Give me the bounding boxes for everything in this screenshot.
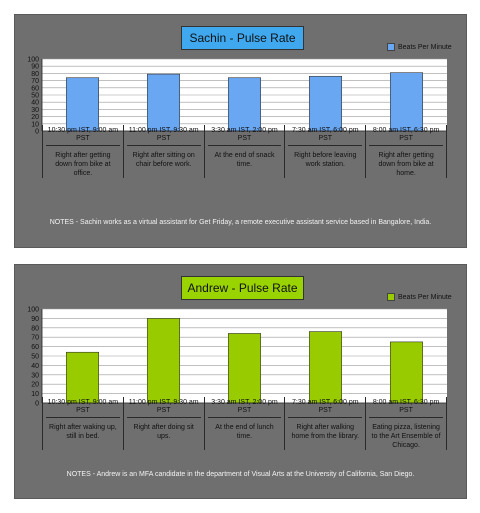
bar [228, 333, 260, 403]
category-note: Right after doing sit ups. [133, 424, 194, 440]
y-tick-label: 10 [31, 121, 39, 129]
category-cell [42, 397, 123, 450]
y-tick-label: 30 [31, 106, 39, 114]
category-note: Right after walking home from the library. [291, 424, 360, 440]
category-cell [123, 125, 204, 178]
y-tick-label: 100 [27, 56, 39, 64]
andrew-chart-panel [14, 264, 467, 499]
category-table [42, 125, 447, 178]
chart-title: Sachin - Pulse Rate [181, 26, 304, 50]
y-tick-label: 70 [31, 78, 39, 86]
category-cell [204, 397, 285, 450]
y-tick-label: 50 [31, 353, 39, 361]
y-tick-label: 80 [31, 70, 39, 78]
category-cell [204, 125, 285, 178]
y-tick-label: 20 [31, 114, 39, 122]
bar [309, 76, 341, 131]
category-time: 3:30 am IST, 2:00 pm PST [208, 125, 282, 146]
bar [66, 78, 98, 131]
category-note: Right before leaving work station. [294, 152, 357, 168]
category-time: 8:00 am IST, 6:30 pm PST [369, 397, 443, 418]
bar [66, 352, 98, 403]
notes-text: NOTES - Sachin works as a virtual assistant for Get Friday, a remote executive assistant service based in Bangalore, India. [49, 219, 432, 226]
y-tick-label: 40 [31, 99, 39, 107]
category-note: At the end of lunch time. [215, 424, 274, 440]
legend-label: Beats Per Minute [398, 43, 452, 51]
category-time: 3:30 am IST, 2:00 pm PST [208, 397, 282, 418]
category-note: Eating pizza, listening to the Art Ensemble of Chicago. [371, 424, 441, 449]
bar [390, 73, 422, 131]
category-note: Right after sitting on chair before work. [132, 152, 195, 168]
legend-label: Beats Per Minute [398, 293, 452, 301]
y-tick-label: 60 [31, 344, 39, 352]
category-cell [284, 397, 365, 450]
notes-text: NOTES - Andrew is an MFA candidate in the department of Visual Arts at the University of California, San Diego. [66, 471, 415, 478]
y-tick-label: 50 [31, 92, 39, 100]
category-time: 7:30 am IST, 6:00 pm PST [288, 125, 362, 146]
y-tick-label: 80 [31, 325, 39, 333]
category-table [42, 397, 447, 450]
category-cell [123, 397, 204, 450]
bar [147, 74, 179, 131]
category-time: 7:30 am IST, 6:00 pm PST [288, 397, 362, 418]
y-tick-label: 30 [31, 372, 39, 380]
bar [309, 332, 341, 403]
category-note: Right after getting down from bike at home. [378, 152, 434, 177]
category-time: 8:00 am IST, 6:30 pm PST [369, 125, 443, 146]
y-tick-label: 40 [31, 362, 39, 370]
category-time: 11:00 pm IST, 9:30 am PST [127, 125, 201, 146]
y-tick-label: 90 [31, 63, 39, 71]
y-tick-label: 0 [35, 128, 39, 136]
sachin-chart-panel [14, 14, 467, 248]
category-cell [284, 125, 365, 178]
y-tick-label: 0 [35, 400, 39, 408]
y-tick-label: 10 [31, 391, 39, 399]
chart-title: Andrew - Pulse Rate [181, 276, 304, 300]
y-tick-label: 100 [27, 306, 39, 314]
bar [147, 318, 179, 403]
category-note: Right after waking up, still in bed. [49, 424, 117, 440]
category-time: 11:00 pm IST, 9:30 am PST [127, 397, 201, 418]
bar [390, 342, 422, 403]
category-time: 10:30 pm IST, 9:00 am PST [46, 125, 120, 146]
y-tick-label: 70 [31, 334, 39, 342]
category-note: At the end of snack time. [214, 152, 275, 168]
category-cell [42, 125, 123, 178]
bar [228, 78, 260, 131]
y-tick-label: 90 [31, 315, 39, 323]
y-tick-label: 60 [31, 85, 39, 93]
category-cell [365, 397, 447, 450]
category-cell [365, 125, 447, 178]
bar-plot [15, 265, 466, 498]
category-time: 10:30 pm IST, 9:00 am PST [46, 397, 120, 418]
y-tick-label: 20 [31, 381, 39, 389]
category-note: Right after getting down from bike at office. [55, 152, 111, 177]
